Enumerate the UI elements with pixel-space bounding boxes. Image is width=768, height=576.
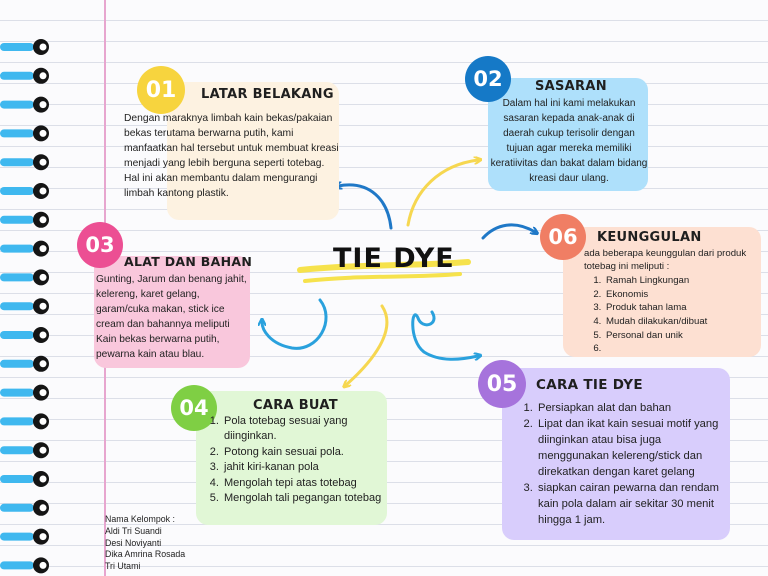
- sasaran-text: Dalam hal ini kami melakukan sasaran kepada anak-anak di daerah cukup terisolir dengan tujuan agar mereka memiliki keratiivitas dan bakat dalam bidang kreasi daur ulang.: [490, 98, 648, 184]
- team-members: [105, 526, 185, 573]
- list-item: 2. Lipat dan ikat kain sesuai motif yang diinginkan atau bisa juga menggunakan kelereng/stick dan direkatkan dengan karet gelang: [536, 416, 728, 480]
- title-highlight-stroke-2: [305, 274, 460, 281]
- alat-bahan-title: ALAT DAN BAHAN: [124, 254, 253, 269]
- cara-buat-list: [208, 414, 384, 506]
- arrow-to-sasaran: [408, 160, 478, 225]
- cara-buat-steps: [208, 414, 384, 506]
- team-names: [105, 514, 185, 573]
- list-item: 2. Ekonomis: [604, 288, 758, 302]
- cara-tie-dye-steps: [522, 400, 728, 528]
- list-item: 1. Pola totebag sesuai yang diinginkan.: [222, 414, 384, 445]
- team-heading: Nama Kelompok :: [105, 514, 175, 524]
- arrow-to-keunggulan: [483, 225, 535, 238]
- latar-belakang-title: LATAR BELAKANG: [201, 87, 334, 102]
- arrow-to-cara-tie-dye: [413, 312, 478, 359]
- team-member: Desi Noviyanti: [105, 537, 162, 548]
- list-item: 4. Mudah dilakukan/dibuat: [604, 315, 758, 329]
- badge-04: 04: [171, 385, 217, 431]
- list-item: 4. Mengolah tepi atas totebag: [222, 476, 384, 491]
- badge-02: 02: [465, 56, 511, 102]
- list-item: 3. siapkan cairan pewarna dan rendam kain pola dalam air sekitar 30 menit hingga 1 jam.: [536, 480, 728, 528]
- main-title: TIE DYE: [333, 243, 455, 274]
- list-item: 2. Potong kain sesuai pola.: [222, 445, 384, 460]
- keunggulan-content: [584, 248, 758, 356]
- arrow-to-alat: [262, 300, 326, 348]
- team-member: Tri Utami: [105, 561, 141, 572]
- keunggulan-list: [584, 274, 758, 356]
- latar-belakang-text: Dengan maraknya limbah kain bekas/pakaian bekas terutama berwarna putih, kami manfaatkan hal tersebut untuk membuat kreasi menjadi yang lebih berguna seperti totebag. Hal ini akan membantu dalam mengurangi limbah kantong plastik.: [124, 113, 339, 199]
- list-item: 1. Persiapkan alat dan bahan: [536, 400, 728, 416]
- list-item: 3. Produk tahan lama: [604, 301, 758, 315]
- alat-bahan-text: Gunting, Jarum dan benang jahit, kelereng, karet gelang, garam/cuka makan, stick ice cream dan bahannya meliputi Kain bekas berwarna putih, pewarna kain atau blau.: [96, 274, 247, 360]
- arrow-to-cara-buat: [346, 306, 387, 385]
- list-item: [604, 342, 758, 356]
- cara-buat-title: CARA BUAT: [253, 398, 338, 413]
- keunggulan-intro: ada beberapa keunggulan dari produk totebag ini meliputi :: [584, 248, 747, 272]
- badge-01: 01: [137, 66, 185, 114]
- cara-tie-dye-title: CARA TIE DYE: [536, 377, 643, 393]
- list-item: 5. Mengolah tali pegangan totebag: [222, 491, 384, 506]
- keunggulan-title: KEUNGGULAN: [597, 230, 702, 245]
- list-item: 1. Ramah Lingkungan: [604, 274, 758, 288]
- team-member: Aldi Tri Suandi: [105, 525, 162, 536]
- team-member: Dika Amrina Rosada: [105, 549, 186, 560]
- badge-05: 05: [478, 360, 526, 408]
- arrow-to-latar: [338, 185, 391, 228]
- sasaran-title: SASARAN: [535, 79, 607, 94]
- list-item: 5. Personal dan unik: [604, 329, 758, 343]
- badge-03: 03: [77, 222, 123, 268]
- list-item: 3. jahit kiri-kanan pola: [222, 460, 384, 475]
- cara-tie-dye-list: [522, 400, 728, 528]
- badge-06: 06: [540, 214, 586, 260]
